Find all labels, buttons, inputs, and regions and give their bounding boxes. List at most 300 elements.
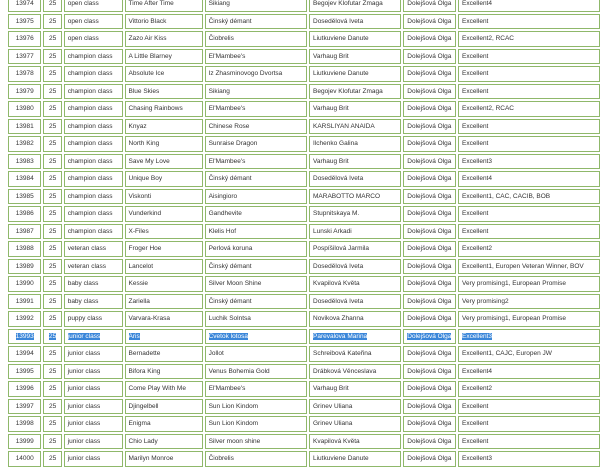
entry-id-cell	[8, 364, 41, 380]
owner-cell	[309, 31, 401, 47]
owner-cell-text: Ilchenko Galina	[313, 140, 358, 147]
age-cell	[43, 329, 61, 345]
table-row[interactable]	[8, 0, 600, 12]
dog-name-cell-text: Varvara-Krasa	[128, 315, 170, 322]
table-row[interactable]	[8, 416, 600, 432]
owner-cell-text: Begojev Klofutar Zmaga	[313, 87, 383, 95]
kennel-cell	[205, 451, 307, 467]
owner-cell-text: Grinev Uliana	[313, 402, 353, 410]
result-cell-text: Very promising1, European Promise	[461, 315, 567, 322]
judge-cell	[403, 66, 456, 82]
class-cell-text: junior class	[67, 402, 101, 410]
kennel-cell-text: Venus Bohemia Gold	[208, 367, 270, 375]
dog-name-cell	[125, 276, 203, 292]
entry-id-cell	[8, 101, 41, 117]
owner-cell	[309, 364, 401, 380]
entry-id-cell-text: 13989	[15, 262, 34, 270]
kennel-cell-text: Chinese Rose	[208, 122, 250, 130]
age-cell-text: 25	[48, 332, 57, 340]
result-cell	[458, 329, 600, 345]
age-cell-text: 25	[48, 192, 57, 200]
dog-name-cell-text: Vittorio Black	[128, 17, 167, 25]
age-cell	[43, 49, 61, 65]
table-row[interactable]	[8, 346, 600, 362]
result-cell-text: Excellent	[461, 70, 489, 77]
kennel-cell	[205, 364, 307, 380]
class-cell	[64, 451, 123, 467]
table-row[interactable]	[8, 311, 600, 327]
age-cell	[43, 189, 61, 205]
result-cell	[458, 66, 600, 82]
class-cell-text: open class	[67, 0, 99, 7]
owner-cell-text: Pospíšilová Jarmila	[313, 245, 369, 252]
dog-name-cell-text: Save My Love	[128, 157, 170, 165]
table-row[interactable]	[8, 329, 600, 345]
kennel-cell	[205, 171, 307, 187]
kennel-cell	[205, 189, 307, 205]
judge-cell	[403, 154, 456, 170]
class-cell-text: junior class	[67, 350, 101, 357]
class-cell	[64, 259, 123, 275]
judge-cell	[403, 224, 456, 240]
entry-id-cell-text: 13982	[15, 140, 34, 147]
kennel-cell	[205, 311, 307, 327]
kennel-cell	[205, 154, 307, 170]
entry-id-cell-text: 13980	[15, 105, 34, 112]
class-cell-text: champion class	[67, 87, 113, 95]
result-cell-text: Excellent	[461, 52, 489, 60]
judge-cell	[403, 49, 456, 65]
class-cell	[64, 119, 123, 135]
dog-name-cell	[125, 154, 203, 170]
result-cell-text: Excellent2, RCAC	[461, 105, 515, 112]
class-cell	[64, 294, 123, 310]
age-cell-text: 25	[48, 455, 57, 462]
entry-id-cell	[8, 0, 41, 12]
result-cell	[458, 49, 600, 65]
owner-cell-text: Varhaug Brit	[313, 105, 349, 112]
kennel-cell-text: Sun Lion Kindom	[208, 402, 259, 410]
entry-id-cell-text: 13976	[15, 35, 34, 42]
kennel-cell-text: Perlová koruna	[208, 245, 253, 252]
entry-id-cell-text: 14000	[15, 455, 34, 462]
judge-cell-text: Dolejšová Olga	[407, 420, 452, 427]
age-cell-text: 25	[48, 297, 57, 305]
entry-id-cell-text: 13979	[15, 87, 34, 95]
owner-cell-text: Begojev Klofutar Zmaga	[313, 0, 383, 7]
class-cell	[64, 0, 123, 12]
result-cell	[458, 346, 600, 362]
class-cell-text: veteran class	[67, 262, 106, 270]
table-row[interactable]	[8, 399, 600, 415]
class-cell-text: champion class	[67, 157, 113, 165]
owner-cell	[309, 66, 401, 82]
dog-name-cell	[125, 189, 203, 205]
class-cell-text: puppy class	[67, 315, 103, 322]
result-cell-text: Excellent3	[461, 332, 492, 340]
result-cell	[458, 364, 600, 380]
result-cell	[458, 451, 600, 467]
age-cell-text: 25	[48, 385, 57, 392]
kennel-cell-text: El'Mambee's	[208, 105, 246, 112]
owner-cell-text: Liutkuviene Danute	[313, 455, 369, 462]
age-cell-text: 25	[48, 122, 57, 130]
entry-id-cell-text: 13977	[15, 52, 34, 60]
table-row[interactable]	[8, 49, 600, 65]
class-cell	[64, 329, 123, 345]
class-cell-text: champion class	[67, 210, 113, 217]
owner-cell-text: KARSLIYAN ANAIDA	[313, 122, 375, 130]
dog-name-cell-text: Chasing Rainbows	[128, 105, 183, 112]
entry-id-cell	[8, 31, 41, 47]
judge-cell-text: Dolejšová Olga	[407, 402, 452, 410]
age-cell	[43, 66, 61, 82]
entry-id-cell	[8, 346, 41, 362]
result-cell-text: Excellent	[461, 87, 489, 95]
class-cell-text: champion class	[67, 140, 113, 147]
class-cell	[64, 311, 123, 327]
judge-cell-text: Dolejšová Olga	[407, 315, 452, 322]
dog-name-cell	[125, 171, 203, 187]
table-row[interactable]	[8, 101, 600, 117]
result-cell-text: Excellent	[461, 17, 489, 25]
dog-name-cell-text: North King	[128, 140, 160, 147]
judge-cell	[403, 136, 456, 152]
judge-cell-text: Dolejšová Olga	[407, 350, 452, 357]
owner-cell-text: Dosedělová Iveta	[313, 297, 364, 305]
kennel-cell	[205, 84, 307, 100]
age-cell-text: 25	[48, 157, 57, 165]
kennel-cell	[205, 31, 307, 47]
table-row[interactable]	[8, 84, 600, 100]
dog-name-cell-text: Marilyn Monroe	[128, 455, 174, 462]
class-cell-text: champion class	[67, 227, 113, 235]
table-row[interactable]	[8, 154, 600, 170]
class-cell	[64, 399, 123, 415]
dog-name-cell-text: Unique Boy	[128, 175, 163, 182]
judge-cell	[403, 434, 456, 450]
class-cell	[64, 66, 123, 82]
dog-name-cell	[125, 416, 203, 432]
age-cell	[43, 294, 61, 310]
owner-cell-text: Liutkuviene Danute	[313, 70, 369, 77]
entry-id-cell	[8, 294, 41, 310]
entry-id-cell-text: 13993	[15, 332, 34, 340]
owner-cell-text: Stupnitskaya M.	[313, 210, 360, 217]
kennel-cell	[205, 206, 307, 222]
judge-cell	[403, 399, 456, 415]
age-cell	[43, 276, 61, 292]
result-cell	[458, 224, 600, 240]
age-cell	[43, 206, 61, 222]
age-cell	[43, 14, 61, 30]
entry-id-cell-text: 13996	[15, 385, 34, 392]
judge-cell	[403, 364, 456, 380]
dog-name-cell	[125, 259, 203, 275]
class-cell	[64, 346, 123, 362]
owner-cell	[309, 346, 401, 362]
age-cell	[43, 346, 61, 362]
class-cell	[64, 171, 123, 187]
judge-cell-text: Dolejšová Olga	[407, 192, 452, 200]
kennel-cell-text: Činský démant	[208, 17, 252, 25]
judge-cell	[403, 451, 456, 467]
kennel-cell	[205, 434, 307, 450]
table-row[interactable]	[8, 206, 600, 222]
result-cell-text: Excellent3	[461, 157, 492, 165]
dog-name-cell	[125, 119, 203, 135]
entry-id-cell-text: 13985	[15, 192, 34, 200]
judge-cell-text: Dolejšová Olga	[407, 297, 452, 305]
age-cell-text: 25	[48, 17, 57, 25]
age-cell-text: 25	[48, 315, 57, 322]
kennel-cell	[205, 0, 307, 12]
entry-id-cell-text: 13997	[15, 402, 34, 410]
kennel-cell	[205, 416, 307, 432]
age-cell	[43, 84, 61, 100]
dog-name-cell-text: A Little Blarney	[128, 52, 172, 60]
class-cell	[64, 224, 123, 240]
result-cell-text: Very promising1, European Promise	[461, 280, 567, 287]
entry-id-cell-text: 13988	[15, 245, 34, 252]
table-row[interactable]	[8, 171, 600, 187]
table-row[interactable]	[8, 224, 600, 240]
owner-cell-text: Kvapilová Květa	[313, 437, 360, 445]
kennel-cell	[205, 329, 307, 345]
table-row[interactable]	[8, 136, 600, 152]
age-cell-text: 25	[48, 105, 57, 112]
judge-cell-text: Dolejšová Olga	[407, 437, 452, 445]
results-table-body	[8, 0, 600, 467]
entry-id-cell	[8, 224, 41, 240]
class-cell-text: junior class	[67, 332, 101, 340]
dog-name-cell-text: Absolute Ice	[128, 70, 165, 77]
owner-cell	[309, 171, 401, 187]
class-cell-text: junior class	[67, 455, 101, 462]
class-cell-text: junior class	[67, 420, 101, 427]
table-row[interactable]	[8, 189, 600, 205]
kennel-cell	[205, 66, 307, 82]
table-row[interactable]	[8, 31, 600, 47]
result-cell-text: Excellent1, CAJC, Europen JW	[461, 350, 552, 357]
age-cell-text: 25	[48, 367, 57, 375]
class-cell	[64, 136, 123, 152]
class-cell-text: open class	[67, 17, 99, 25]
kennel-cell	[205, 294, 307, 310]
owner-cell-text: Varhaug Brit	[313, 52, 349, 60]
result-cell	[458, 31, 600, 47]
result-cell	[458, 399, 600, 415]
judge-cell	[403, 119, 456, 135]
class-cell-text: champion class	[67, 105, 113, 112]
result-cell-text: Excellent	[461, 210, 489, 217]
table-row[interactable]	[8, 259, 600, 275]
kennel-cell-text: Silver Moon Shine	[208, 280, 262, 287]
entry-id-cell-text: 13994	[15, 350, 34, 357]
kennel-cell-text: Činský démant	[208, 297, 252, 305]
owner-cell	[309, 329, 401, 345]
judge-cell-text: Dolejšová Olga	[407, 227, 452, 235]
owner-cell-text: Dosedělová Iveta	[313, 175, 364, 182]
dog-name-cell-text: Froger Hoe	[128, 245, 162, 252]
entry-id-cell-text: 13978	[15, 70, 34, 77]
table-row[interactable]	[8, 364, 600, 380]
judge-cell-text: Dolejšová Olga	[407, 52, 452, 60]
kennel-cell	[205, 49, 307, 65]
kennel-cell-text: Cvetok lotosa	[208, 332, 248, 340]
result-cell	[458, 189, 600, 205]
class-cell-text: junior class	[67, 437, 101, 445]
result-cell-text: Excellent	[461, 402, 489, 410]
judge-cell-text: Dolejšová Olga	[407, 262, 452, 270]
owner-cell	[309, 101, 401, 117]
kennel-cell-text: Sun Lion Kindom	[208, 420, 259, 427]
result-cell	[458, 119, 600, 135]
dog-name-cell-text: Knyaz	[128, 122, 147, 130]
kennel-cell-text: Sikiang	[208, 0, 230, 7]
kennel-cell	[205, 136, 307, 152]
dog-name-cell-text: Aris	[128, 332, 140, 340]
owner-cell	[309, 276, 401, 292]
dog-name-cell	[125, 364, 203, 380]
judge-cell	[403, 189, 456, 205]
result-cell	[458, 136, 600, 152]
entry-id-cell-text: 13999	[15, 437, 34, 445]
entry-id-cell	[8, 154, 41, 170]
dog-name-cell	[125, 381, 203, 397]
result-cell	[458, 0, 600, 12]
result-cell	[458, 84, 600, 100]
kennel-cell	[205, 276, 307, 292]
kennel-cell	[205, 399, 307, 415]
table-row[interactable]	[8, 14, 600, 30]
age-cell-text: 25	[48, 0, 57, 7]
kennel-cell-text: Silver moon shine	[208, 437, 261, 445]
table-row[interactable]	[8, 276, 600, 292]
table-row[interactable]	[8, 381, 600, 397]
dog-name-cell-text: Bifora King	[128, 367, 161, 375]
kennel-cell	[205, 259, 307, 275]
age-cell	[43, 0, 61, 12]
kennel-cell-text: Sikiang	[208, 87, 230, 95]
judge-cell-text: Dolejšová Olga	[407, 332, 452, 340]
age-cell-text: 25	[48, 175, 57, 182]
owner-cell	[309, 49, 401, 65]
result-cell	[458, 14, 600, 30]
dog-name-cell	[125, 66, 203, 82]
dog-name-cell	[125, 84, 203, 100]
kennel-cell-text: Klelis Hof	[208, 227, 237, 235]
owner-cell	[309, 381, 401, 397]
age-cell-text: 25	[48, 87, 57, 95]
result-cell-text: Excellent	[461, 140, 489, 147]
dog-name-cell	[125, 49, 203, 65]
age-cell	[43, 451, 61, 467]
class-cell-text: veteran class	[67, 245, 106, 252]
result-cell-text: Excellent2, RCAC	[461, 35, 515, 42]
owner-cell	[309, 206, 401, 222]
dog-name-cell-text: Djingelbell	[128, 402, 159, 410]
owner-cell	[309, 136, 401, 152]
owner-cell	[309, 154, 401, 170]
owner-cell-text: Parevalova Marina	[313, 332, 368, 340]
class-cell	[64, 101, 123, 117]
kennel-cell-text: El'Mambee's	[208, 157, 246, 165]
dog-name-cell	[125, 434, 203, 450]
entry-id-cell	[8, 14, 41, 30]
table-row[interactable]	[8, 241, 600, 257]
judge-cell-text: Dolejšová Olga	[407, 17, 452, 25]
judge-cell	[403, 101, 456, 117]
table-row[interactable]	[8, 451, 600, 467]
entry-id-cell	[8, 241, 41, 257]
owner-cell-text: Varhaug Brit	[313, 385, 349, 392]
class-cell	[64, 14, 123, 30]
owner-cell-text: Drábková Věnceslava	[313, 367, 377, 375]
age-cell	[43, 259, 61, 275]
dog-name-cell-text: Blue Skies	[128, 87, 160, 95]
class-cell-text: champion class	[67, 122, 113, 130]
entry-id-cell-text: 13974	[15, 0, 34, 7]
age-cell	[43, 136, 61, 152]
result-cell-text: Excellent4	[461, 367, 492, 375]
dog-name-cell	[125, 101, 203, 117]
class-cell-text: champion class	[67, 175, 113, 182]
class-cell	[64, 206, 123, 222]
class-cell	[64, 276, 123, 292]
judge-cell-text: Dolejšová Olga	[407, 35, 452, 42]
owner-cell	[309, 311, 401, 327]
result-cell	[458, 259, 600, 275]
kennel-cell-text: Aisingioro	[208, 192, 238, 200]
entry-id-cell	[8, 84, 41, 100]
dog-name-cell	[125, 399, 203, 415]
result-cell	[458, 241, 600, 257]
judge-cell	[403, 276, 456, 292]
entry-id-cell	[8, 276, 41, 292]
entry-id-cell-text: 13991	[15, 297, 34, 305]
dog-name-cell-text: Bernadette	[128, 350, 161, 357]
table-row[interactable]	[8, 294, 600, 310]
table-row[interactable]	[8, 119, 600, 135]
dog-name-cell-text: Chio Lady	[128, 437, 158, 445]
result-cell	[458, 101, 600, 117]
result-cell	[458, 434, 600, 450]
result-cell	[458, 311, 600, 327]
owner-cell	[309, 241, 401, 257]
kennel-cell-text: Čiobrelis	[208, 455, 234, 462]
table-row[interactable]	[8, 434, 600, 450]
class-cell-text: champion class	[67, 192, 113, 200]
judge-cell	[403, 381, 456, 397]
age-cell	[43, 381, 61, 397]
judge-cell-text: Dolejšová Olga	[407, 87, 452, 95]
dog-name-cell-text: Lancelot	[128, 262, 154, 270]
judge-cell	[403, 0, 456, 12]
age-cell	[43, 311, 61, 327]
judge-cell-text: Dolejšová Olga	[407, 210, 452, 217]
entry-id-cell-text: 13990	[15, 280, 34, 287]
class-cell-text: baby class	[67, 297, 99, 305]
entry-id-cell-text: 13986	[15, 210, 34, 217]
result-cell	[458, 154, 600, 170]
dog-name-cell-text: Vunderkind	[128, 210, 162, 217]
judge-cell-text: Dolejšová Olga	[407, 122, 452, 130]
kennel-cell-text: Gandhevite	[208, 210, 242, 217]
dog-name-cell	[125, 451, 203, 467]
owner-cell-text: Kvapilová Květa	[313, 280, 360, 287]
table-row[interactable]	[8, 66, 600, 82]
